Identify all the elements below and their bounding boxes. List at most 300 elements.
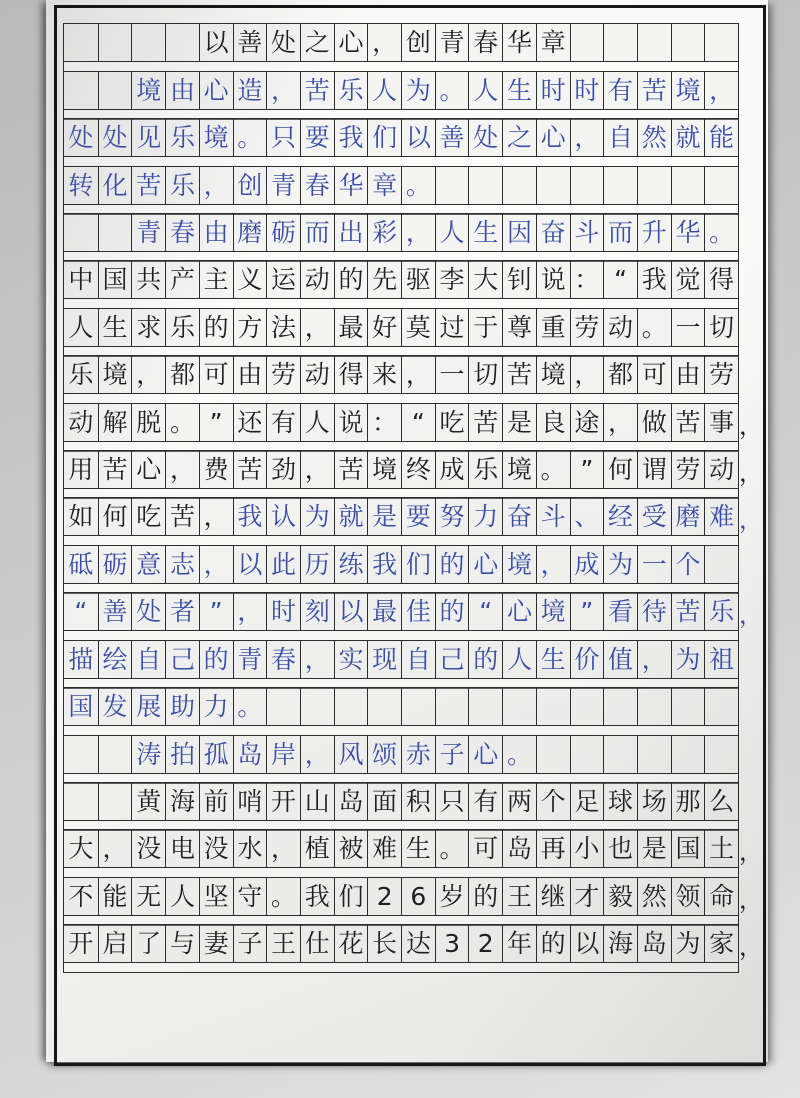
char-cell: 领 — [671, 878, 705, 915]
char-cell: ” — [199, 593, 233, 630]
char-cell: 义 — [233, 261, 267, 298]
char-cell: 事 — [704, 404, 738, 441]
char-cell: 人 — [502, 641, 536, 678]
char-cell: 运 — [266, 261, 300, 298]
char-cell: 尊 — [502, 309, 536, 346]
char-cell: 个 — [671, 546, 705, 583]
title-line — [63, 23, 739, 72]
char-cell: 章 — [536, 24, 570, 61]
char-cell — [64, 72, 98, 109]
char-cell — [64, 24, 98, 61]
char-cell: 苦 — [468, 404, 502, 441]
char-cell: 创 — [401, 24, 435, 61]
char-cell: 开 — [64, 925, 98, 962]
char-cell: 动 — [704, 451, 738, 488]
char-cell: 劲 — [266, 451, 300, 488]
char-cell: 绘 — [98, 641, 132, 678]
char-cell — [603, 688, 637, 725]
char-cell: 守 — [233, 878, 267, 915]
char-cell: 时 — [570, 72, 604, 109]
char-cell: 我 — [233, 498, 267, 535]
char-cell: 青 — [435, 24, 469, 61]
char-cell: 面 — [367, 783, 401, 820]
char-cell: 岛 — [233, 736, 267, 773]
char-cell: 。 — [435, 72, 469, 109]
char-cell: 我 — [367, 546, 401, 583]
char-cell: 足 — [570, 783, 604, 820]
grid-line — [63, 877, 763, 926]
char-cell: 山 — [300, 783, 334, 820]
char-cell: 章 — [367, 167, 401, 204]
char-cell: 心 — [468, 546, 502, 583]
char-cell: 于 — [468, 309, 502, 346]
char-cell: 动 — [603, 309, 637, 346]
char-cell: 动 — [300, 261, 334, 298]
char-cell: 启 — [98, 925, 132, 962]
char-cell: 就 — [671, 119, 705, 156]
char-cell: 历 — [300, 546, 334, 583]
char-cell: 为 — [300, 498, 334, 535]
char-cell: 能 — [704, 119, 738, 156]
char-cell: 描 — [64, 641, 98, 678]
char-cell: ， — [98, 830, 132, 867]
char-cell: 2 — [468, 925, 502, 962]
char-cell: 价 — [570, 641, 604, 678]
char-cell: 境 — [502, 451, 536, 488]
char-cell: 坚 — [199, 878, 233, 915]
char-cell: 苦 — [334, 451, 368, 488]
char-cell: 练 — [334, 546, 368, 583]
char-cell — [98, 736, 132, 773]
char-cell: 乐 — [165, 119, 199, 156]
char-cell: 中 — [64, 261, 98, 298]
char-cell: 人 — [300, 404, 334, 441]
char-cell: 驱 — [401, 261, 435, 298]
char-cell: 。 — [536, 451, 570, 488]
char-cell — [704, 688, 738, 725]
grid-line — [63, 640, 739, 689]
char-cell: ” — [570, 593, 604, 630]
char-cell: 己 — [165, 641, 199, 678]
char-cell: 由 — [233, 356, 267, 393]
char-cell: 劳 — [570, 309, 604, 346]
char-cell: 说 — [334, 404, 368, 441]
char-cell: 处 — [131, 593, 165, 630]
char-cell: 球 — [603, 783, 637, 820]
char-cell: 处 — [468, 119, 502, 156]
char-cell: 苦 — [131, 167, 165, 204]
char-cell: 苦 — [637, 72, 671, 109]
char-cell: 升 — [637, 214, 671, 251]
char-cell: 我 — [637, 261, 671, 298]
char-cell: 境 — [536, 593, 570, 630]
char-cell: 之 — [300, 24, 334, 61]
char-cell: 海 — [165, 783, 199, 820]
char-cell: 乐 — [704, 593, 738, 630]
char-cell: “ — [603, 261, 637, 298]
char-cell: 境 — [131, 72, 165, 109]
cell-row — [64, 736, 738, 774]
char-cell — [536, 167, 570, 204]
char-cell: 良 — [536, 404, 570, 441]
char-cell: 要 — [401, 498, 435, 535]
char-cell: 认 — [266, 498, 300, 535]
char-cell: 一 — [435, 356, 469, 393]
char-cell: 我 — [300, 878, 334, 915]
char-cell: 前 — [199, 783, 233, 820]
char-cell: 都 — [165, 356, 199, 393]
char-cell: 春 — [468, 24, 502, 61]
char-cell: 自 — [603, 119, 637, 156]
char-cell: 。 — [704, 214, 738, 251]
char-cell: 说 — [536, 261, 570, 298]
hanging-comma: ， — [739, 838, 763, 867]
char-cell: 创 — [233, 167, 267, 204]
char-cell — [637, 736, 671, 773]
char-cell: 苦 — [502, 356, 536, 393]
grid-line — [63, 118, 739, 167]
char-cell — [468, 688, 502, 725]
char-cell: 斗 — [570, 214, 604, 251]
char-cell — [64, 736, 98, 773]
char-cell — [435, 167, 469, 204]
char-cell: 无 — [131, 878, 165, 915]
char-cell: 李 — [435, 261, 469, 298]
char-cell: 己 — [435, 641, 469, 678]
char-cell: 华 — [671, 214, 705, 251]
char-cell: 产 — [165, 261, 199, 298]
page-border-frame — [54, 5, 766, 1066]
char-cell: ： — [570, 261, 604, 298]
writing-grid — [63, 23, 763, 973]
char-cell: 继 — [536, 878, 570, 915]
char-cell: 青 — [233, 641, 267, 678]
char-cell: 青 — [131, 214, 165, 251]
char-cell: 自 — [131, 641, 165, 678]
char-cell: 两 — [502, 783, 536, 820]
char-cell: 切 — [704, 309, 738, 346]
char-cell: 善 — [435, 119, 469, 156]
char-cell: 生 — [468, 214, 502, 251]
char-cell — [536, 688, 570, 725]
char-cell — [64, 214, 98, 251]
char-cell: 国 — [64, 688, 98, 725]
char-cell: ” — [570, 451, 604, 488]
char-cell: 钊 — [502, 261, 536, 298]
cell-row — [64, 878, 738, 916]
char-cell: 黄 — [131, 783, 165, 820]
char-cell — [704, 736, 738, 773]
char-cell: 以 — [199, 24, 233, 61]
char-cell: 哨 — [233, 783, 267, 820]
char-cell: 赤 — [401, 736, 435, 773]
char-cell — [637, 688, 671, 725]
char-cell: 以 — [233, 546, 267, 583]
char-cell: 之 — [502, 119, 536, 156]
char-cell: 共 — [131, 261, 165, 298]
char-cell: 劳 — [704, 356, 738, 393]
char-cell: 们 — [334, 878, 368, 915]
char-cell: 苦 — [300, 72, 334, 109]
char-cell: 水 — [233, 830, 267, 867]
char-cell: “ — [468, 593, 502, 630]
char-cell: 只 — [266, 119, 300, 156]
char-cell: 命 — [704, 878, 738, 915]
char-cell: 费 — [199, 451, 233, 488]
hanging-comma: ， — [739, 459, 763, 488]
char-cell: “ — [64, 593, 98, 630]
char-cell: 2 — [367, 878, 401, 915]
char-cell: 子 — [233, 925, 267, 962]
char-cell: 。 — [233, 119, 267, 156]
char-cell: 人 — [468, 72, 502, 109]
char-cell: “ — [401, 404, 435, 441]
hanging-comma: ， — [739, 506, 763, 535]
char-cell: 好 — [367, 309, 401, 346]
char-cell: 得 — [704, 261, 738, 298]
char-cell: 最 — [367, 593, 401, 630]
char-cell: 法 — [266, 309, 300, 346]
cell-row — [64, 451, 738, 489]
char-cell: 得 — [334, 356, 368, 393]
char-cell: 而 — [603, 214, 637, 251]
char-cell: 风 — [334, 736, 368, 773]
char-cell: 。 — [266, 878, 300, 915]
char-cell: 小 — [570, 830, 604, 867]
char-cell — [671, 688, 705, 725]
char-cell: 境 — [671, 72, 705, 109]
char-cell: ， — [300, 736, 334, 773]
char-cell: 为 — [671, 925, 705, 962]
char-cell: ， — [300, 451, 334, 488]
char-cell: 何 — [98, 498, 132, 535]
char-cell — [536, 736, 570, 773]
char-cell: 莫 — [401, 309, 435, 346]
char-cell — [98, 24, 132, 61]
char-cell: 们 — [367, 119, 401, 156]
char-cell — [165, 24, 199, 61]
char-cell: ， — [570, 356, 604, 393]
char-cell: 人 — [64, 309, 98, 346]
grid-line — [63, 829, 763, 878]
char-cell: 人 — [367, 72, 401, 109]
char-cell: 力 — [199, 688, 233, 725]
char-cell: 彩 — [367, 214, 401, 251]
char-cell: 场 — [637, 783, 671, 820]
grid-line — [63, 687, 739, 736]
char-cell: ， — [266, 72, 300, 109]
char-cell — [570, 736, 604, 773]
char-cell: 能 — [98, 878, 132, 915]
char-cell: 、 — [570, 498, 604, 535]
char-cell: 造 — [233, 72, 267, 109]
char-cell: 我 — [334, 119, 368, 156]
char-cell: 心 — [131, 451, 165, 488]
char-cell: 心 — [502, 593, 536, 630]
char-cell: 的 — [468, 641, 502, 678]
char-cell — [704, 167, 738, 204]
char-cell: 为 — [603, 546, 637, 583]
char-cell: 来 — [367, 356, 401, 393]
char-cell: 此 — [266, 546, 300, 583]
char-cell — [671, 736, 705, 773]
char-cell: 成 — [435, 451, 469, 488]
char-cell: 经 — [603, 498, 637, 535]
char-cell: 再 — [536, 830, 570, 867]
char-cell: ” — [199, 404, 233, 441]
char-cell: 只 — [435, 783, 469, 820]
char-cell: 个 — [536, 783, 570, 820]
char-cell: ， — [637, 641, 671, 678]
char-cell: 最 — [334, 309, 368, 346]
char-cell: 意 — [131, 546, 165, 583]
char-cell: 为 — [671, 641, 705, 678]
char-cell: 可 — [637, 356, 671, 393]
grid-line — [63, 403, 763, 452]
cell-row — [64, 498, 738, 536]
char-cell: 的 — [334, 261, 368, 298]
char-cell: 然 — [637, 119, 671, 156]
char-cell: 。 — [502, 736, 536, 773]
char-cell: 海 — [603, 925, 637, 962]
char-cell: 乐 — [64, 356, 98, 393]
char-cell — [637, 167, 671, 204]
char-cell: 努 — [435, 498, 469, 535]
char-cell: ， — [570, 119, 604, 156]
char-cell: ， — [233, 593, 267, 630]
char-cell: ， — [165, 451, 199, 488]
char-cell: 华 — [334, 167, 368, 204]
char-cell — [637, 24, 671, 61]
char-cell: 觉 — [671, 261, 705, 298]
char-cell: 的 — [536, 925, 570, 962]
char-cell: 也 — [603, 830, 637, 867]
char-cell: 苦 — [671, 593, 705, 630]
char-cell: 没 — [199, 830, 233, 867]
char-cell: 以 — [334, 593, 368, 630]
char-cell: 善 — [233, 24, 267, 61]
cell-row — [64, 593, 738, 631]
char-cell — [502, 688, 536, 725]
char-cell: 人 — [435, 214, 469, 251]
char-cell: 如 — [64, 498, 98, 535]
char-cell: 现 — [367, 641, 401, 678]
char-cell: 然 — [637, 878, 671, 915]
char-cell: 砥 — [64, 546, 98, 583]
char-cell: 大 — [64, 830, 98, 867]
grid-line — [63, 308, 739, 357]
grid-line — [63, 735, 739, 784]
char-cell: 苦 — [671, 404, 705, 441]
grid-line — [63, 213, 739, 262]
char-cell: 可 — [468, 830, 502, 867]
cell-row — [64, 641, 738, 679]
cell-row — [64, 261, 738, 299]
cell-row — [64, 404, 738, 442]
char-cell: 终 — [401, 451, 435, 488]
char-cell: 达 — [401, 925, 435, 962]
char-cell: 出 — [334, 214, 368, 251]
char-cell: 途 — [570, 404, 604, 441]
char-cell: 有 — [266, 404, 300, 441]
char-cell: ， — [401, 214, 435, 251]
char-cell: 植 — [300, 830, 334, 867]
char-cell: 春 — [165, 214, 199, 251]
char-cell: 一 — [671, 309, 705, 346]
char-cell: 脱 — [131, 404, 165, 441]
char-cell — [131, 24, 165, 61]
char-cell: 难 — [704, 498, 738, 535]
char-cell: 开 — [266, 783, 300, 820]
char-cell: 刻 — [300, 593, 334, 630]
char-cell: 不 — [64, 878, 98, 915]
char-cell: 乐 — [468, 451, 502, 488]
char-cell: ， — [266, 830, 300, 867]
char-cell: 吃 — [435, 404, 469, 441]
char-cell: 国 — [98, 261, 132, 298]
char-cell: 才 — [570, 878, 604, 915]
char-cell — [98, 214, 132, 251]
char-cell: 求 — [131, 309, 165, 346]
char-cell: 毅 — [603, 878, 637, 915]
char-cell: 3 — [435, 925, 469, 962]
char-cell: 做 — [637, 404, 671, 441]
char-cell: 拍 — [165, 736, 199, 773]
char-cell — [671, 24, 705, 61]
char-cell: 生 — [401, 830, 435, 867]
char-cell: 磨 — [671, 498, 705, 535]
char-cell: 岛 — [502, 830, 536, 867]
char-cell: 时 — [266, 593, 300, 630]
char-cell: 涛 — [131, 736, 165, 773]
char-cell: 的 — [199, 641, 233, 678]
char-cell: 奋 — [502, 498, 536, 535]
char-cell: 心 — [199, 72, 233, 109]
char-cell: 人 — [165, 878, 199, 915]
char-cell: 岛 — [334, 783, 368, 820]
char-cell: 的 — [468, 878, 502, 915]
char-cell: 劳 — [671, 451, 705, 488]
char-cell: 切 — [468, 356, 502, 393]
char-cell: 动 — [64, 404, 98, 441]
cell-row — [64, 214, 738, 252]
char-cell: 谓 — [637, 451, 671, 488]
char-cell: ， — [536, 546, 570, 583]
char-cell: 王 — [266, 925, 300, 962]
char-cell — [603, 736, 637, 773]
hanging-comma: ， — [739, 933, 763, 962]
char-cell: 值 — [603, 641, 637, 678]
char-cell: 过 — [435, 309, 469, 346]
char-cell: 青 — [266, 167, 300, 204]
cell-row — [64, 24, 738, 62]
char-cell: 还 — [233, 404, 267, 441]
char-cell: 以 — [570, 925, 604, 962]
char-cell: 颂 — [367, 736, 401, 773]
grid-line — [63, 450, 763, 499]
char-cell — [435, 688, 469, 725]
cell-row — [64, 783, 738, 821]
grid-line — [63, 355, 739, 404]
char-cell: 被 — [334, 830, 368, 867]
char-cell: 么 — [704, 783, 738, 820]
char-cell: 长 — [367, 925, 401, 962]
char-cell: ， — [300, 309, 334, 346]
char-cell — [300, 688, 334, 725]
char-cell — [704, 546, 738, 583]
char-cell: 境 — [199, 119, 233, 156]
char-cell: 苦 — [98, 451, 132, 488]
